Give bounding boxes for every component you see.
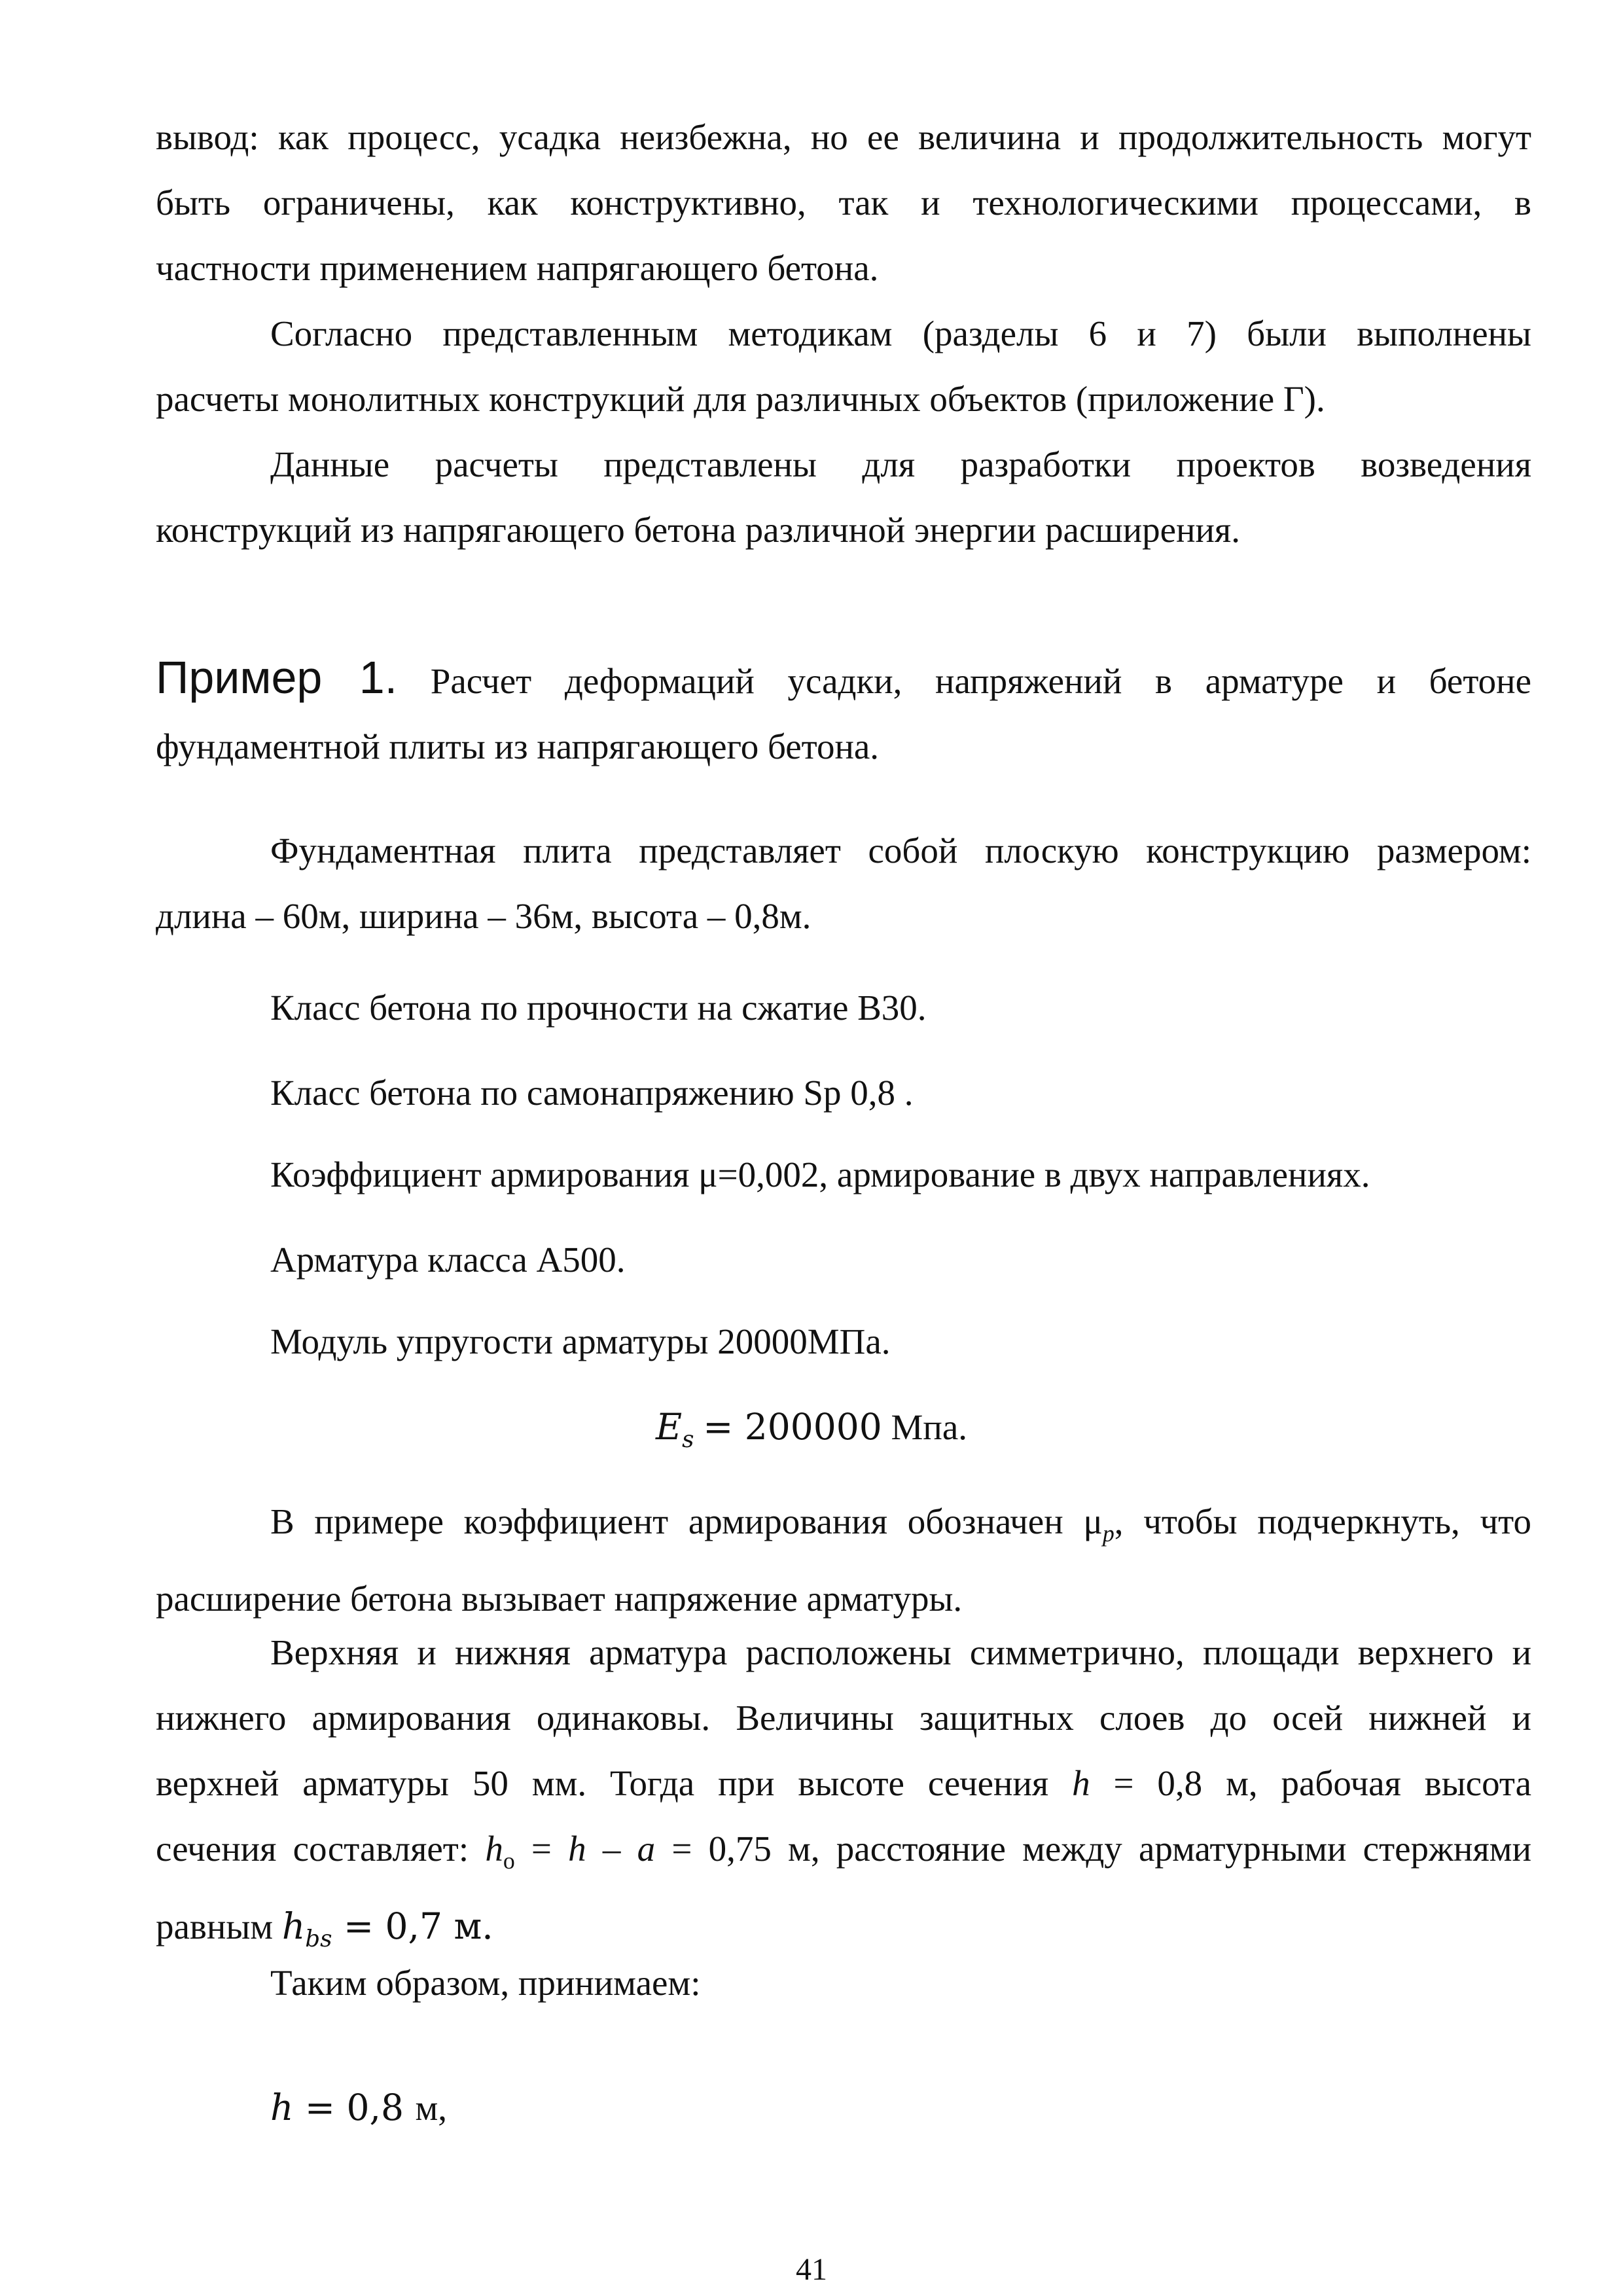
text-line: быть ограничены, как конструктивно, так и технологическими процессами, в — [156, 183, 1531, 223]
example-heading — [156, 645, 1531, 780]
property-concrete-class: Класс бетона по прочности на сжатие В30. — [270, 988, 927, 1028]
formula-es: $E_s = 200000$ Мпа. — [655, 1406, 968, 1453]
text-line: конструкций из напрягающего бетона различной энергии расширения. — [156, 510, 1240, 550]
text-line: нижнего армирования одинаковы. Величины защитных слоев до осей нижней и — [156, 1698, 1531, 1738]
text-line: верхней арматуры 50 мм. Тогда при высоте сечения h = 0,8 м, рабочая высота — [156, 1763, 1531, 1803]
paragraph-mu — [156, 1489, 1531, 1632]
paragraph-rebar — [156, 1620, 1531, 1972]
text-line — [156, 645, 1531, 714]
paragraph-data — [156, 432, 1531, 563]
example-title: Расчет деформаций усадки, напряжений в арматуре и бетоне — [430, 661, 1531, 701]
paragraph-methods — [156, 301, 1531, 432]
text-line: Верхняя и нижняя арматура расположены симметрично, площади верхнего и — [270, 1632, 1531, 1672]
paragraph-slab — [156, 818, 1531, 949]
text-line: В примере коэффициент армирования обозначен $\mu_p$, чтобы подчеркнуть, что — [270, 1501, 1531, 1547]
text-line: Фундаментная плита представляет собой плоскую конструкцию размером: — [270, 831, 1531, 870]
text-line: равным $h_{bs} = 0,7$ м. — [156, 1905, 493, 1952]
text-line: Данные расчеты представлены для разработки проектов возведения — [270, 444, 1531, 484]
text-line: длина – 60м, ширина – 36м, высота – 0,8м. — [156, 896, 812, 936]
property-elastic-modulus: Модуль упругости арматуры 20000МПа. — [270, 1321, 891, 1361]
text-line: расчеты монолитных конструкций для различных объектов (приложение Г). — [156, 379, 1325, 419]
text-line: частности применением напрягающего бетона. — [156, 248, 879, 288]
property-reinforcement-ratio: Коэффициент армирования μ=0,002, армирование в двух направлениях. — [270, 1155, 1370, 1194]
property-selfstress-class: Класс бетона по самонапряжению Sp 0,8 . — [270, 1073, 914, 1113]
text-line: фундаментной плиты из напрягающего бетона. — [156, 726, 880, 766]
example-label: Пример 1. — [156, 652, 398, 703]
property-rebar-class: Арматура класса А500. — [270, 1240, 626, 1280]
text-line: расширение бетона вызывает напряжение арматуры. — [156, 1579, 963, 1619]
accept-text: Таким образом, принимаем: — [270, 1963, 701, 2003]
text-line: вывод: как процесс, усадка неизбежна, но ее величина и продолжительность могут — [156, 117, 1531, 157]
page-number: 41 — [796, 2252, 827, 2287]
text-line: сечения составляет: $h_o = h - a = 0,75$ м, расстояние между арматурными стержнями — [156, 1829, 1531, 1874]
formula-h: h = 0,8 м, — [270, 2087, 448, 2128]
text-line: Согласно представленным методикам (разделы 6 и 7) были выполнены — [270, 314, 1531, 353]
paragraph-conclusion — [156, 105, 1531, 301]
